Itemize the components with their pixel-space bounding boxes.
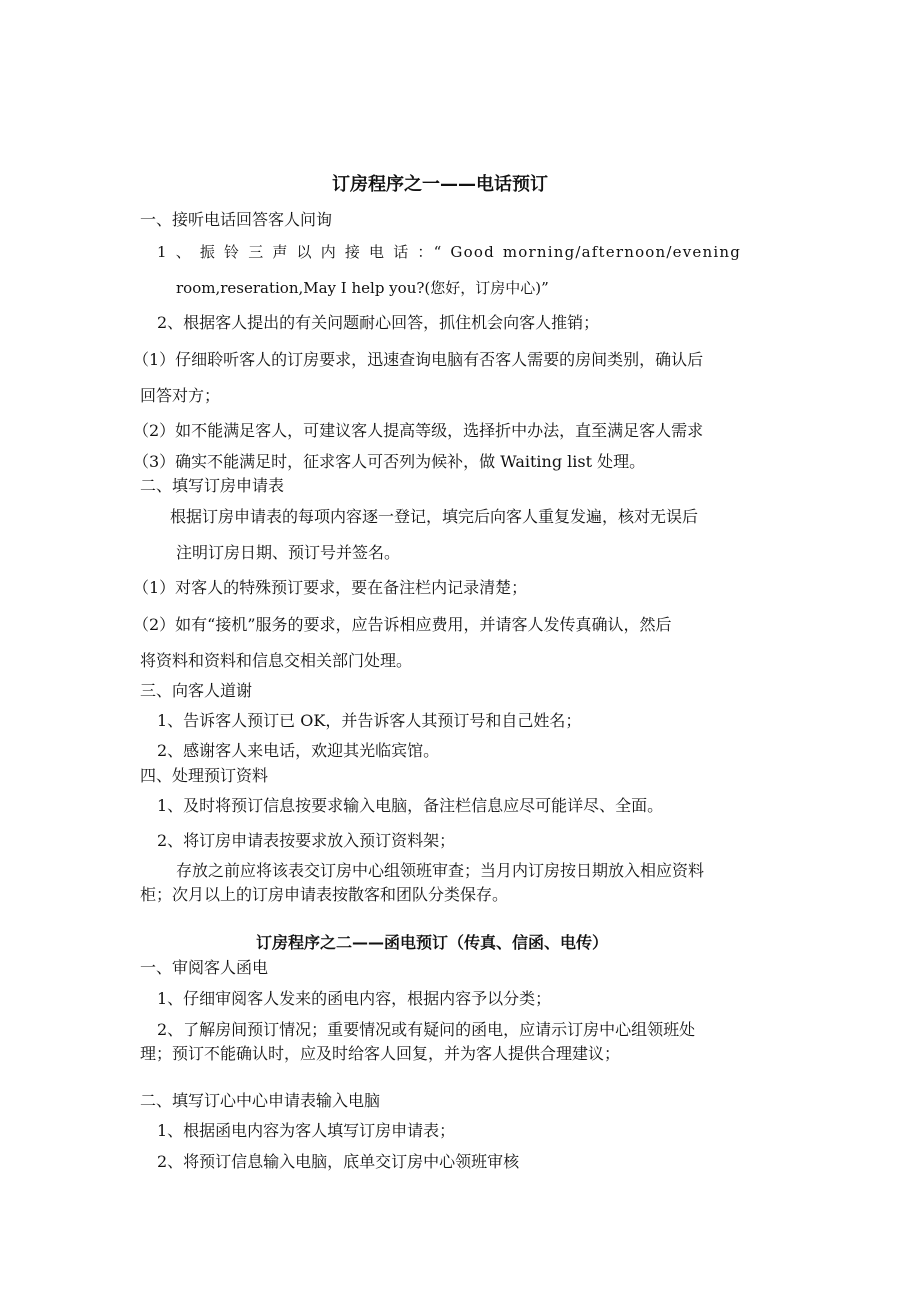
paragraph-continuation: 将资料和资料和信息交相关部门处理。 [140,651,413,670]
section-heading: 四、处理预订资料 [140,766,269,785]
paragraph: （3）确实不能满足时，征求客人可否列为候补，做 Waiting list 处理。 [133,452,646,471]
section-heading: 一、审阅客人函电 [140,958,269,977]
paragraph: （1）仔细聆听客人的订房要求，迅速查询电脑有否客人需要的房间类别，确认后 [133,350,704,369]
list-item: 1 、 振 铃 三 声 以 内 接 电 话 ：“ Good morning/afternoon/evening [157,243,741,261]
paragraph: （1）对客人的特殊预订要求，要在备注栏内记录清楚； [133,578,528,597]
list-item-continuation: 理；预订不能确认时，应及时给客人回复，并为客人提供合理建议； [140,1044,621,1063]
page-title: 订房程序之二——函电预订（传真、信函、电传） [256,933,609,952]
list-item: 1、根据函电内容为客人填写订房申请表； [157,1121,456,1140]
paragraph-continuation: 回答对方； [140,386,221,405]
list-item: 2、感谢客人来电话，欢迎其光临宾馆。 [157,741,440,760]
section-heading: 二、填写订心中心申请表输入电脑 [140,1091,381,1110]
section-heading: 二、填写订房申请表 [140,476,285,495]
list-item: 1、仔细审阅客人发来的函电内容，根据内容予以分类； [157,989,552,1008]
list-item: 2、将订房申请表按要求放入预订资料架； [157,831,456,850]
section-heading: 一、接听电话回答客人问询 [140,210,333,229]
list-item: 1、告诉客人预订已 OK，并告诉客人其预订号和自己姓名； [157,711,582,730]
page-title: 订房程序之一——电话预订 [332,174,548,195]
list-item: 2、根据客人提出的有关问题耐心回答，抓住机会向客人推销； [157,313,600,332]
section-heading: 三、向客人道谢 [140,681,253,700]
paragraph: （2）如有“接机”服务的要求，应告诉相应费用，并请客人发传真确认，然后 [133,615,672,634]
list-item-continuation: room,reseration,May I help you?(您好，订房中心)” [176,279,549,297]
paragraph: 存放之前应将该表交订房中心组领班审查；当月内订房按日期放入相应资料 [176,861,705,880]
list-item: 2、了解房间预订情况；重要情况或有疑问的函电，应请示订房中心组领班处 [157,1020,696,1039]
paragraph: （2）如不能满足客人，可建议客人提高等级，选择折中办法，直至满足客人需求 [133,421,704,440]
paragraph-continuation: 注明订房日期、预订号并签名。 [176,543,401,562]
list-item: 2、将预订信息输入电脑，底单交订房中心领班审核 [157,1152,520,1171]
list-item: 1、及时将预订信息按要求输入电脑，备注栏信息应尽可能详尽、全面。 [157,796,664,815]
paragraph: 根据订房申请表的每项内容逐一登记，填完后向客人重复发遍，核对无误后 [170,507,699,526]
paragraph-continuation: 柜；次月以上的订房申请表按散客和团队分类保存。 [140,885,509,904]
